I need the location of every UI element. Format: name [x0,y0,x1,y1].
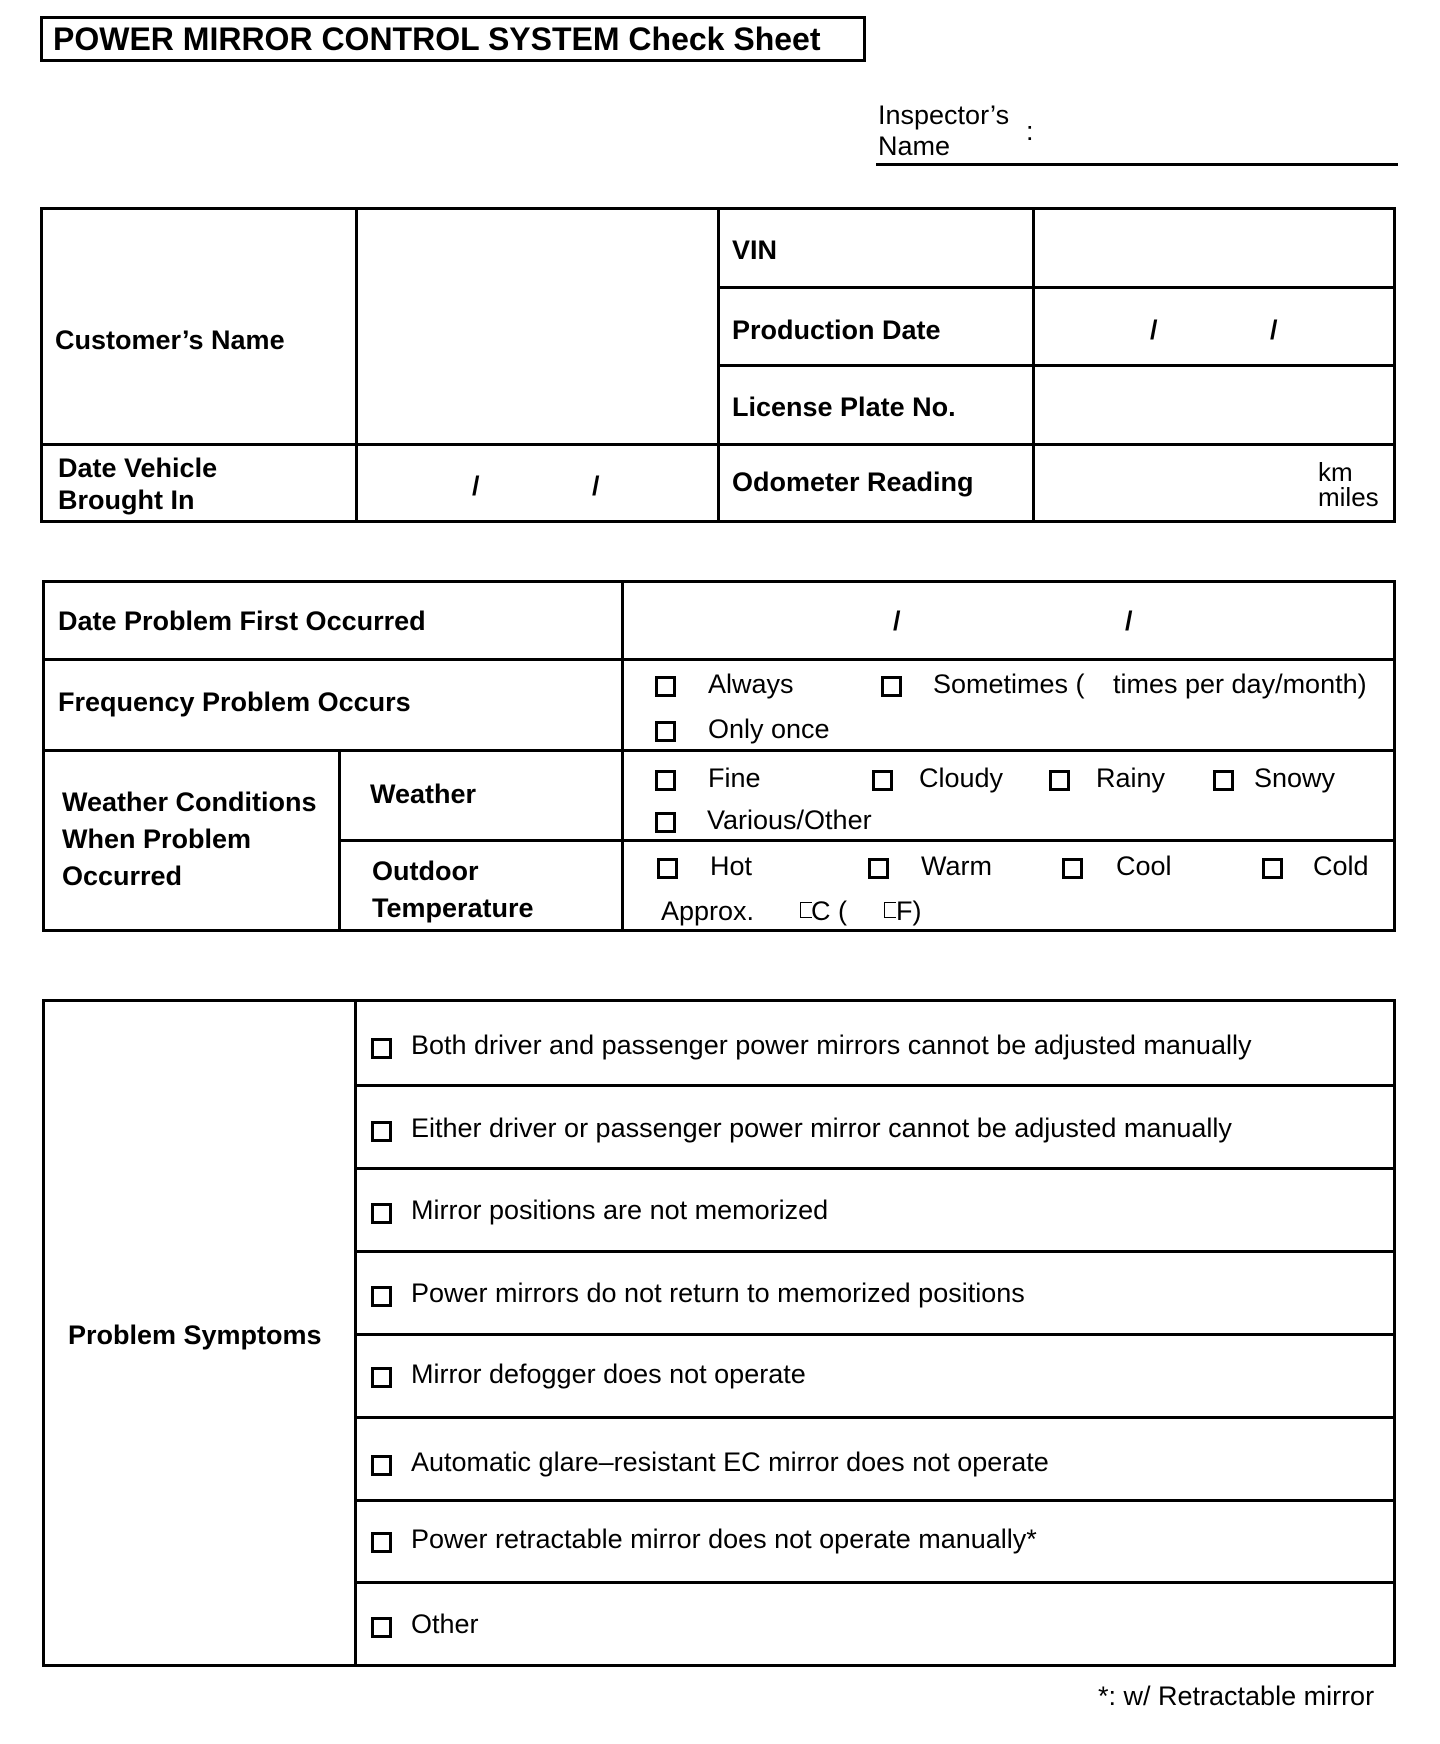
checkbox-only-once[interactable] [655,721,676,742]
approx-label: Approx. [661,896,755,926]
outdoor-line2: Temperature [372,893,534,923]
option-times-per: times per day/month) [1113,669,1367,699]
license-plate-field[interactable] [1035,367,1393,443]
symptom-7: Power retractable mirror does not operate manually* [411,1524,1037,1554]
checkbox-rainy[interactable] [1049,770,1070,791]
production-date-label: Production Date [732,315,941,345]
problem-symptoms-label: Problem Symptoms [68,1320,322,1350]
checkbox-symptom-1[interactable] [371,1038,392,1059]
checkbox-cloudy[interactable] [872,770,893,791]
checkbox-always[interactable] [655,676,676,697]
symptom-6: Automatic glare–resistant EC mirror does not operate [411,1447,1049,1477]
weather-cond-line2: When Problem [62,824,252,854]
inspector-name-field[interactable] [876,163,1398,166]
unit-miles: miles [1318,482,1379,512]
option-snowy: Snowy [1254,763,1336,793]
production-date-slash-1: / [1150,315,1158,345]
date-brought-slash-2: / [592,471,600,501]
checkbox-symptom-6[interactable] [371,1455,392,1476]
checkbox-cold[interactable] [1262,858,1283,879]
outdoor-temp-label [372,853,534,927]
production-date-slash-2: / [1270,315,1278,345]
vin-label: VIN [732,235,778,265]
symptom-8: Other [411,1609,479,1639]
license-plate-label: License Plate No. [732,392,956,422]
date-brought-label [58,452,217,516]
option-only-once: Only once [708,714,830,744]
option-various-other: Various/Other [707,805,872,835]
date-first-slash-1: / [893,606,901,636]
option-cool: Cool [1116,851,1172,881]
date-first-slash-2: / [1125,606,1133,636]
checkbox-symptom-5[interactable] [371,1367,392,1388]
weather-cond-line3: Occurred [62,861,183,891]
symptom-3: Mirror positions are not memorized [411,1195,829,1225]
option-fine: Fine [708,763,761,793]
checkbox-hot[interactable] [657,858,678,879]
option-hot: Hot [710,851,753,881]
weather-conditions-label [62,784,317,895]
checkbox-cool[interactable] [1062,858,1083,879]
symptom-2: Either driver or passenger power mirror cannot be adjusted manually [411,1113,1232,1143]
customer-name-field[interactable] [358,210,717,443]
date-brought-line2: Brought In [58,485,195,515]
checkbox-various-other[interactable] [655,812,676,833]
sheet-title: POWER MIRROR CONTROL SYSTEM Check Sheet [40,16,866,62]
date-brought-line1: Date Vehicle [58,453,218,483]
inspector-label-line2: Name [878,131,951,161]
checkbox-symptom-8[interactable] [371,1617,392,1638]
checkbox-symptom-4[interactable] [371,1286,392,1307]
unit-fahrenheit: F) [896,896,922,926]
checkbox-symptom-3[interactable] [371,1203,392,1224]
weather-label: Weather [370,779,477,809]
option-rainy: Rainy [1096,763,1166,793]
unit-celsius: C ( [811,896,847,926]
option-cold: Cold [1313,851,1369,881]
outdoor-line1: Outdoor [372,856,479,886]
date-brought-slash-1: / [472,471,480,501]
checkbox-sometimes[interactable] [881,676,902,697]
inspector-colon: : [1026,116,1034,146]
checkbox-fine[interactable] [655,770,676,791]
symptom-4: Power mirrors do not return to memorized positions [411,1278,1025,1308]
option-always: Always [708,669,794,699]
symptom-5: Mirror defogger does not operate [411,1359,806,1389]
inspector-name-label [878,100,1009,162]
odometer-units [1318,457,1379,512]
degree-f-icon [884,902,896,918]
unit-km: km [1318,457,1353,487]
option-warm: Warm [921,851,992,881]
vin-field[interactable] [1035,210,1393,286]
option-sometimes: Sometimes ( [933,669,1085,699]
inspector-label-line1: Inspector’s [878,100,1010,130]
odometer-label: Odometer Reading [732,467,974,497]
checkbox-snowy[interactable] [1213,770,1234,791]
footnote: *: w/ Retractable mirror [1098,1681,1375,1711]
option-cloudy: Cloudy [919,763,1004,793]
checkbox-symptom-7[interactable] [371,1532,392,1553]
date-first-occurred-label: Date Problem First Occurred [58,606,426,636]
checkbox-symptom-2[interactable] [371,1121,392,1142]
symptom-1: Both driver and passenger power mirrors cannot be adjusted manually [411,1030,1252,1060]
weather-cond-line1: Weather Conditions [62,787,317,817]
customer-name-label: Customer’s Name [55,325,285,355]
frequency-label: Frequency Problem Occurs [58,687,411,717]
checkbox-warm[interactable] [868,858,889,879]
